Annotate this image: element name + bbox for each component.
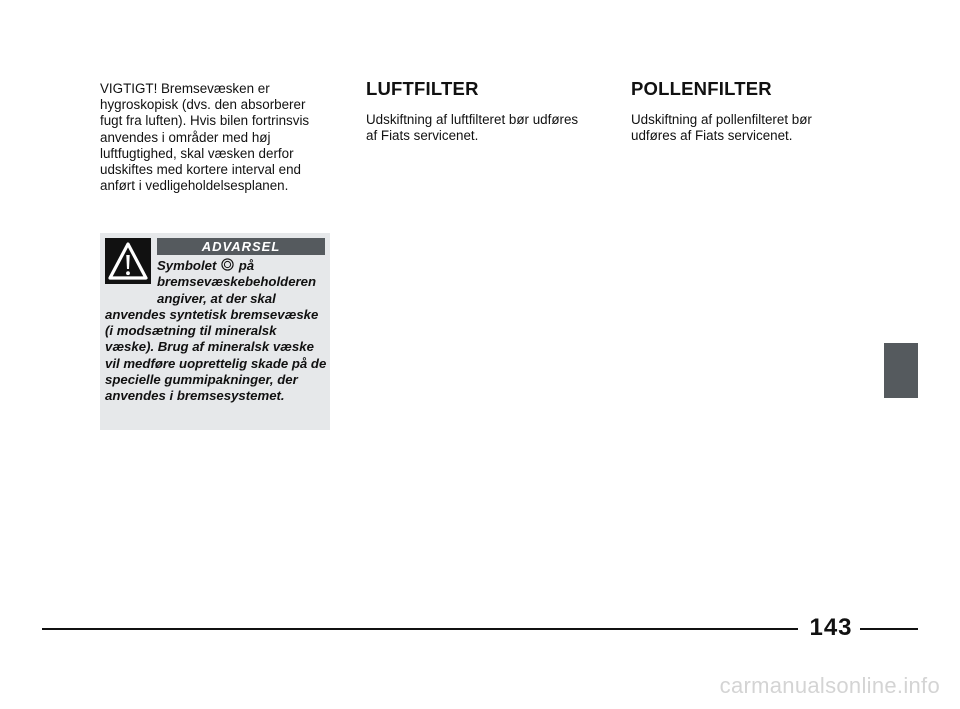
air-filter-section xyxy=(366,78,598,144)
footer-rule-left xyxy=(42,628,798,630)
pollen-filter-paragraph: Udskiftning af pollenfilteret bør udføres af Fiats servicenet. xyxy=(631,112,812,144)
left-column xyxy=(100,78,332,194)
warning-text-rest: på bremsevæskebeholderen angiver, at der skal anvendes syntetisk bremsevæske (i modsætning til mineralsk væske). Brug af mineralsk væske vil medføre uoprettelig skade på de specielle gummipakninger, der anvendes i bremsesystemet. xyxy=(105,258,327,404)
brake-fluid-symbol-icon xyxy=(221,258,234,271)
watermark: carmanualsonline.info xyxy=(719,673,940,698)
pollen-filter-section xyxy=(631,78,863,144)
warning-text-start: Symbolet xyxy=(157,258,217,273)
footer-rule-right xyxy=(860,628,918,630)
air-filter-paragraph: Udskiftning af luftfilteret bør udføres af Fiats servicenet. xyxy=(366,112,579,144)
warning-label: ADVARSEL xyxy=(157,238,325,255)
page-number: 143 xyxy=(809,614,853,641)
pollen-filter-heading: POLLENFILTER xyxy=(631,78,772,99)
warning-box xyxy=(100,233,330,430)
air-filter-heading: LUFTFILTER xyxy=(366,78,479,99)
brake-fluid-important-paragraph: VIGTIGT! Bremsevæsken er hygroskopisk (dvs. den absorberer fugt fra luften). Hvis bilen fortrinsvis anvendes i områder med høj luftfugtighed, skal væsken derfor udskiftes med kortere interval end anført i vedligeholdelsesplanen. xyxy=(100,81,310,194)
section-tab-marker xyxy=(884,343,918,398)
warning-text xyxy=(105,258,327,405)
